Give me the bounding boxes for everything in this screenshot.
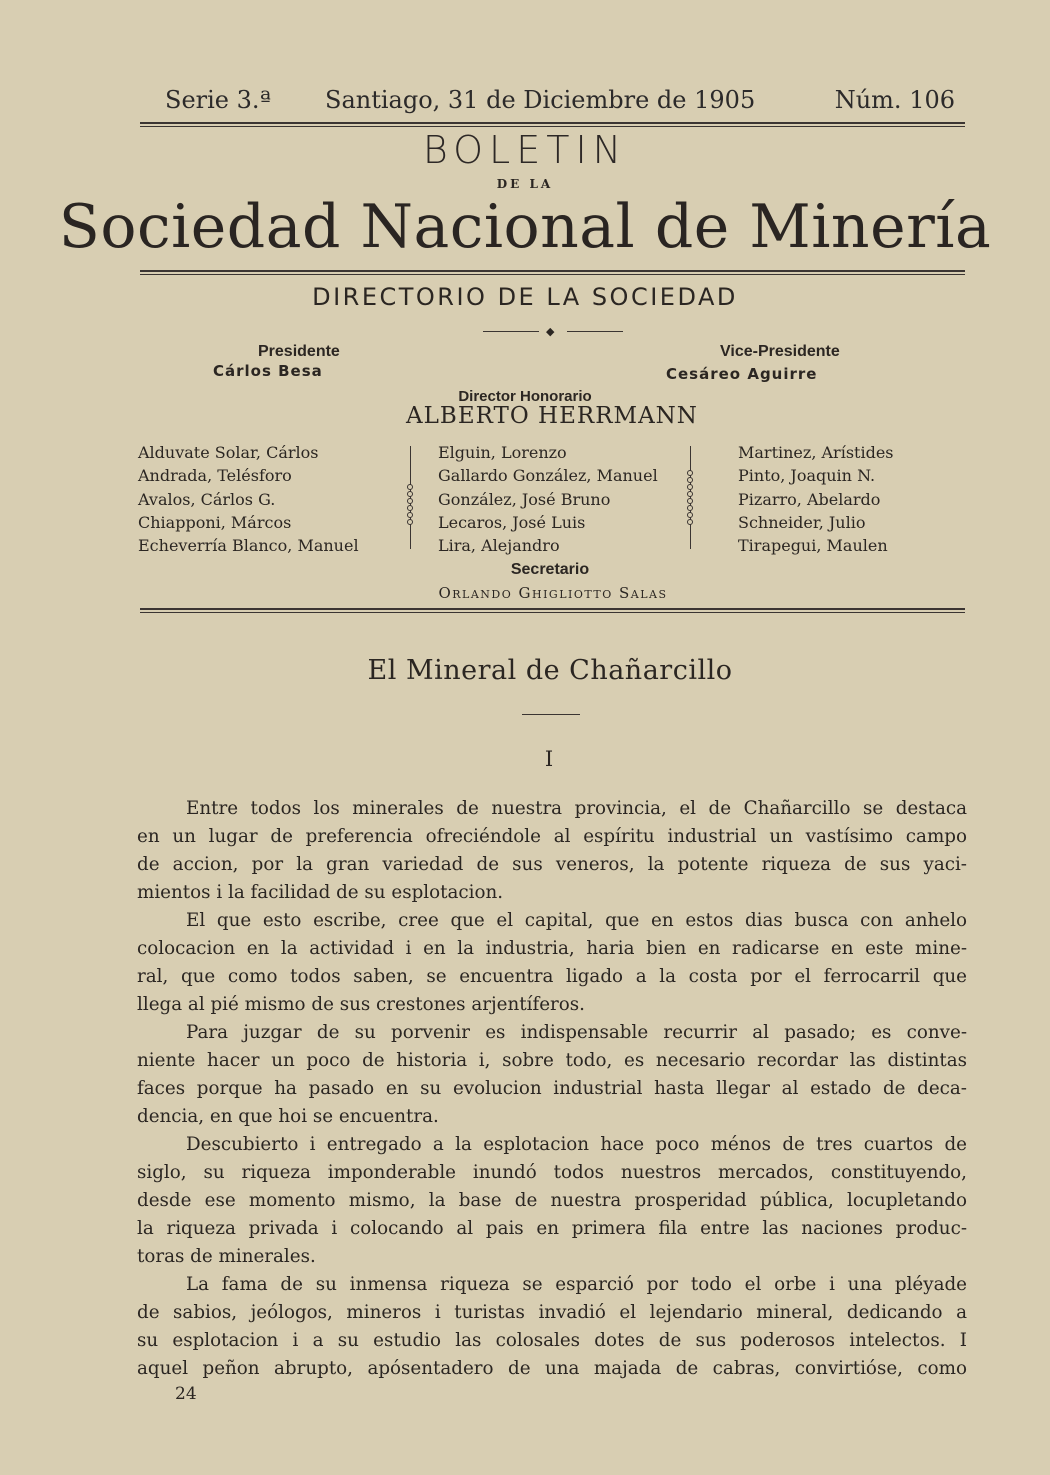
member-name: Chiapponi, Márcos [138,512,292,532]
text-line: su esplotacion i a su estudio las colosales dotes de sus poderosos intelectos. I [137,1330,967,1351]
member-name: Lira, Alejandro [438,536,560,556]
text-line: colocacion en la actividad i en la industria, haria bien en radicarse en este mine- [137,938,967,959]
member-column-1 [138,441,359,557]
text-line: Para juzgar de su porvenir es indispensable recurrir al pasado; es conve- [186,1022,967,1043]
member-name: Lecaros, José Luis [438,512,586,532]
divider-ornament [483,326,623,336]
page-number: 24 [175,1384,197,1404]
member-name: Andrada, Telésforo [138,466,292,486]
section-number: I [544,747,554,771]
text-line: ral, que como todos saben, se encuentra ligado a la costa por el ferrocarril que [137,966,967,987]
member-name: Avalos, Cárlos G. [138,489,276,509]
boletin-title: BOLETIN [422,128,628,172]
director-name: ALBERTO HERRMANN [406,403,698,429]
member-name: González, José Bruno [438,489,611,509]
text-line: desde ese momento mismo, la base de nuestra prosperidad pública, locupletando [137,1190,967,1211]
vice-president-label: Vice-Presidente [720,343,840,360]
member-column-3 [738,441,894,557]
text-line: El que esto escribe, cree que el capital, que en estos dias busca con anhelo [186,910,967,931]
society-name: Sociedad Nacional de Minería [58,192,992,262]
secretary-label: Secretario [510,561,590,578]
ornament-line-right [567,331,623,332]
issue-number: Núm. 106 [834,86,955,114]
text-line: llega al pié mismo de sus crestones arjentíferos. [137,994,585,1015]
directorio-heading: DIRECTORIO DE LA SOCIEDAD [312,283,738,311]
member-name: Alduvate Solar, Cárlos [138,443,319,462]
text-line: dencia, en que hoi se encuentra. [137,1106,439,1127]
secretary-name: Orlando Ghigliotto Salas [438,584,668,602]
chain-divider-right [686,446,694,549]
diamond-icon: ◆ [546,325,555,338]
text-line: La fama de su inmensa riqueza se esparció por todo el orbe i una pléyade [186,1274,967,1295]
member-name: Tirapegui, Maulen [738,536,888,556]
series-label: Serie 3.ª [165,86,271,114]
directory-bottom-rule [140,608,965,613]
text-line: Entre todos los minerales de nuestra provincia, el de Chañarcillo se destaca [186,798,967,819]
member-name: Pizarro, Abelardo [738,489,881,509]
masthead-rule [140,270,965,275]
text-line: niente hacer un poco de historia i, sobre todo, es necesario recordar las distintas [137,1050,967,1071]
text-line: mientos i la facilidad de su esplotacion. [137,882,504,903]
chain-divider-left [406,446,414,549]
header-rule [140,122,965,127]
text-line: de accion, por la gran variedad de sus veneros, la potente riqueza de sus yaci- [137,854,967,875]
text-line: siglo, su riqueza imponderable inundó todos nuestros mercados, constituyendo, [137,1162,967,1183]
article-body [137,795,967,1383]
text-line: Descubierto i entregado a la esplotacion hace poco ménos de tres cuartos de [186,1134,967,1155]
vice-president-name: Cesáreo Aguirre [666,365,818,383]
text-line: aquel peñon abrupto, apósentadero de una majada de cabras, convirtióse, como [137,1358,967,1379]
member-name: Martinez, Arístides [738,443,894,462]
de-la-label: DE LA [496,177,554,191]
text-line: en un lugar de preferencia ofreciéndole al espíritu industrial un vastísimo campo [137,826,967,847]
text-line: la riqueza privada i colocando al pais en primera fila entre las naciones produc- [137,1218,967,1239]
issue-header [165,82,955,118]
member-name: Schneider, Julio [738,512,866,532]
title-rule [522,714,580,715]
member-name: Echeverría Blanco, Manuel [138,536,359,556]
text-line: de sabios, jeólogos, mineros i turistas invadió el lejendario mineral, dedicando a [137,1302,967,1323]
member-name: Gallardo González, Manuel [438,466,658,486]
president-name: Cárlos Besa [213,362,323,380]
president-label: Presidente [258,343,340,360]
member-name: Elguin, Lorenzo [438,443,567,462]
ornament-line-left [483,331,539,332]
member-name: Pinto, Joaquin N. [738,466,876,486]
text-line: faces porque ha pasado en su evolucion industrial hasta llegar al estado de deca- [137,1078,967,1099]
member-column-2 [438,441,658,557]
director-label: Director Honorario [458,388,592,405]
article-title: El Mineral de Chañarcillo [367,655,733,686]
text-line: toras de minerales. [137,1246,316,1267]
issue-date: Santiago, 31 de Diciembre de 1905 [325,86,756,114]
